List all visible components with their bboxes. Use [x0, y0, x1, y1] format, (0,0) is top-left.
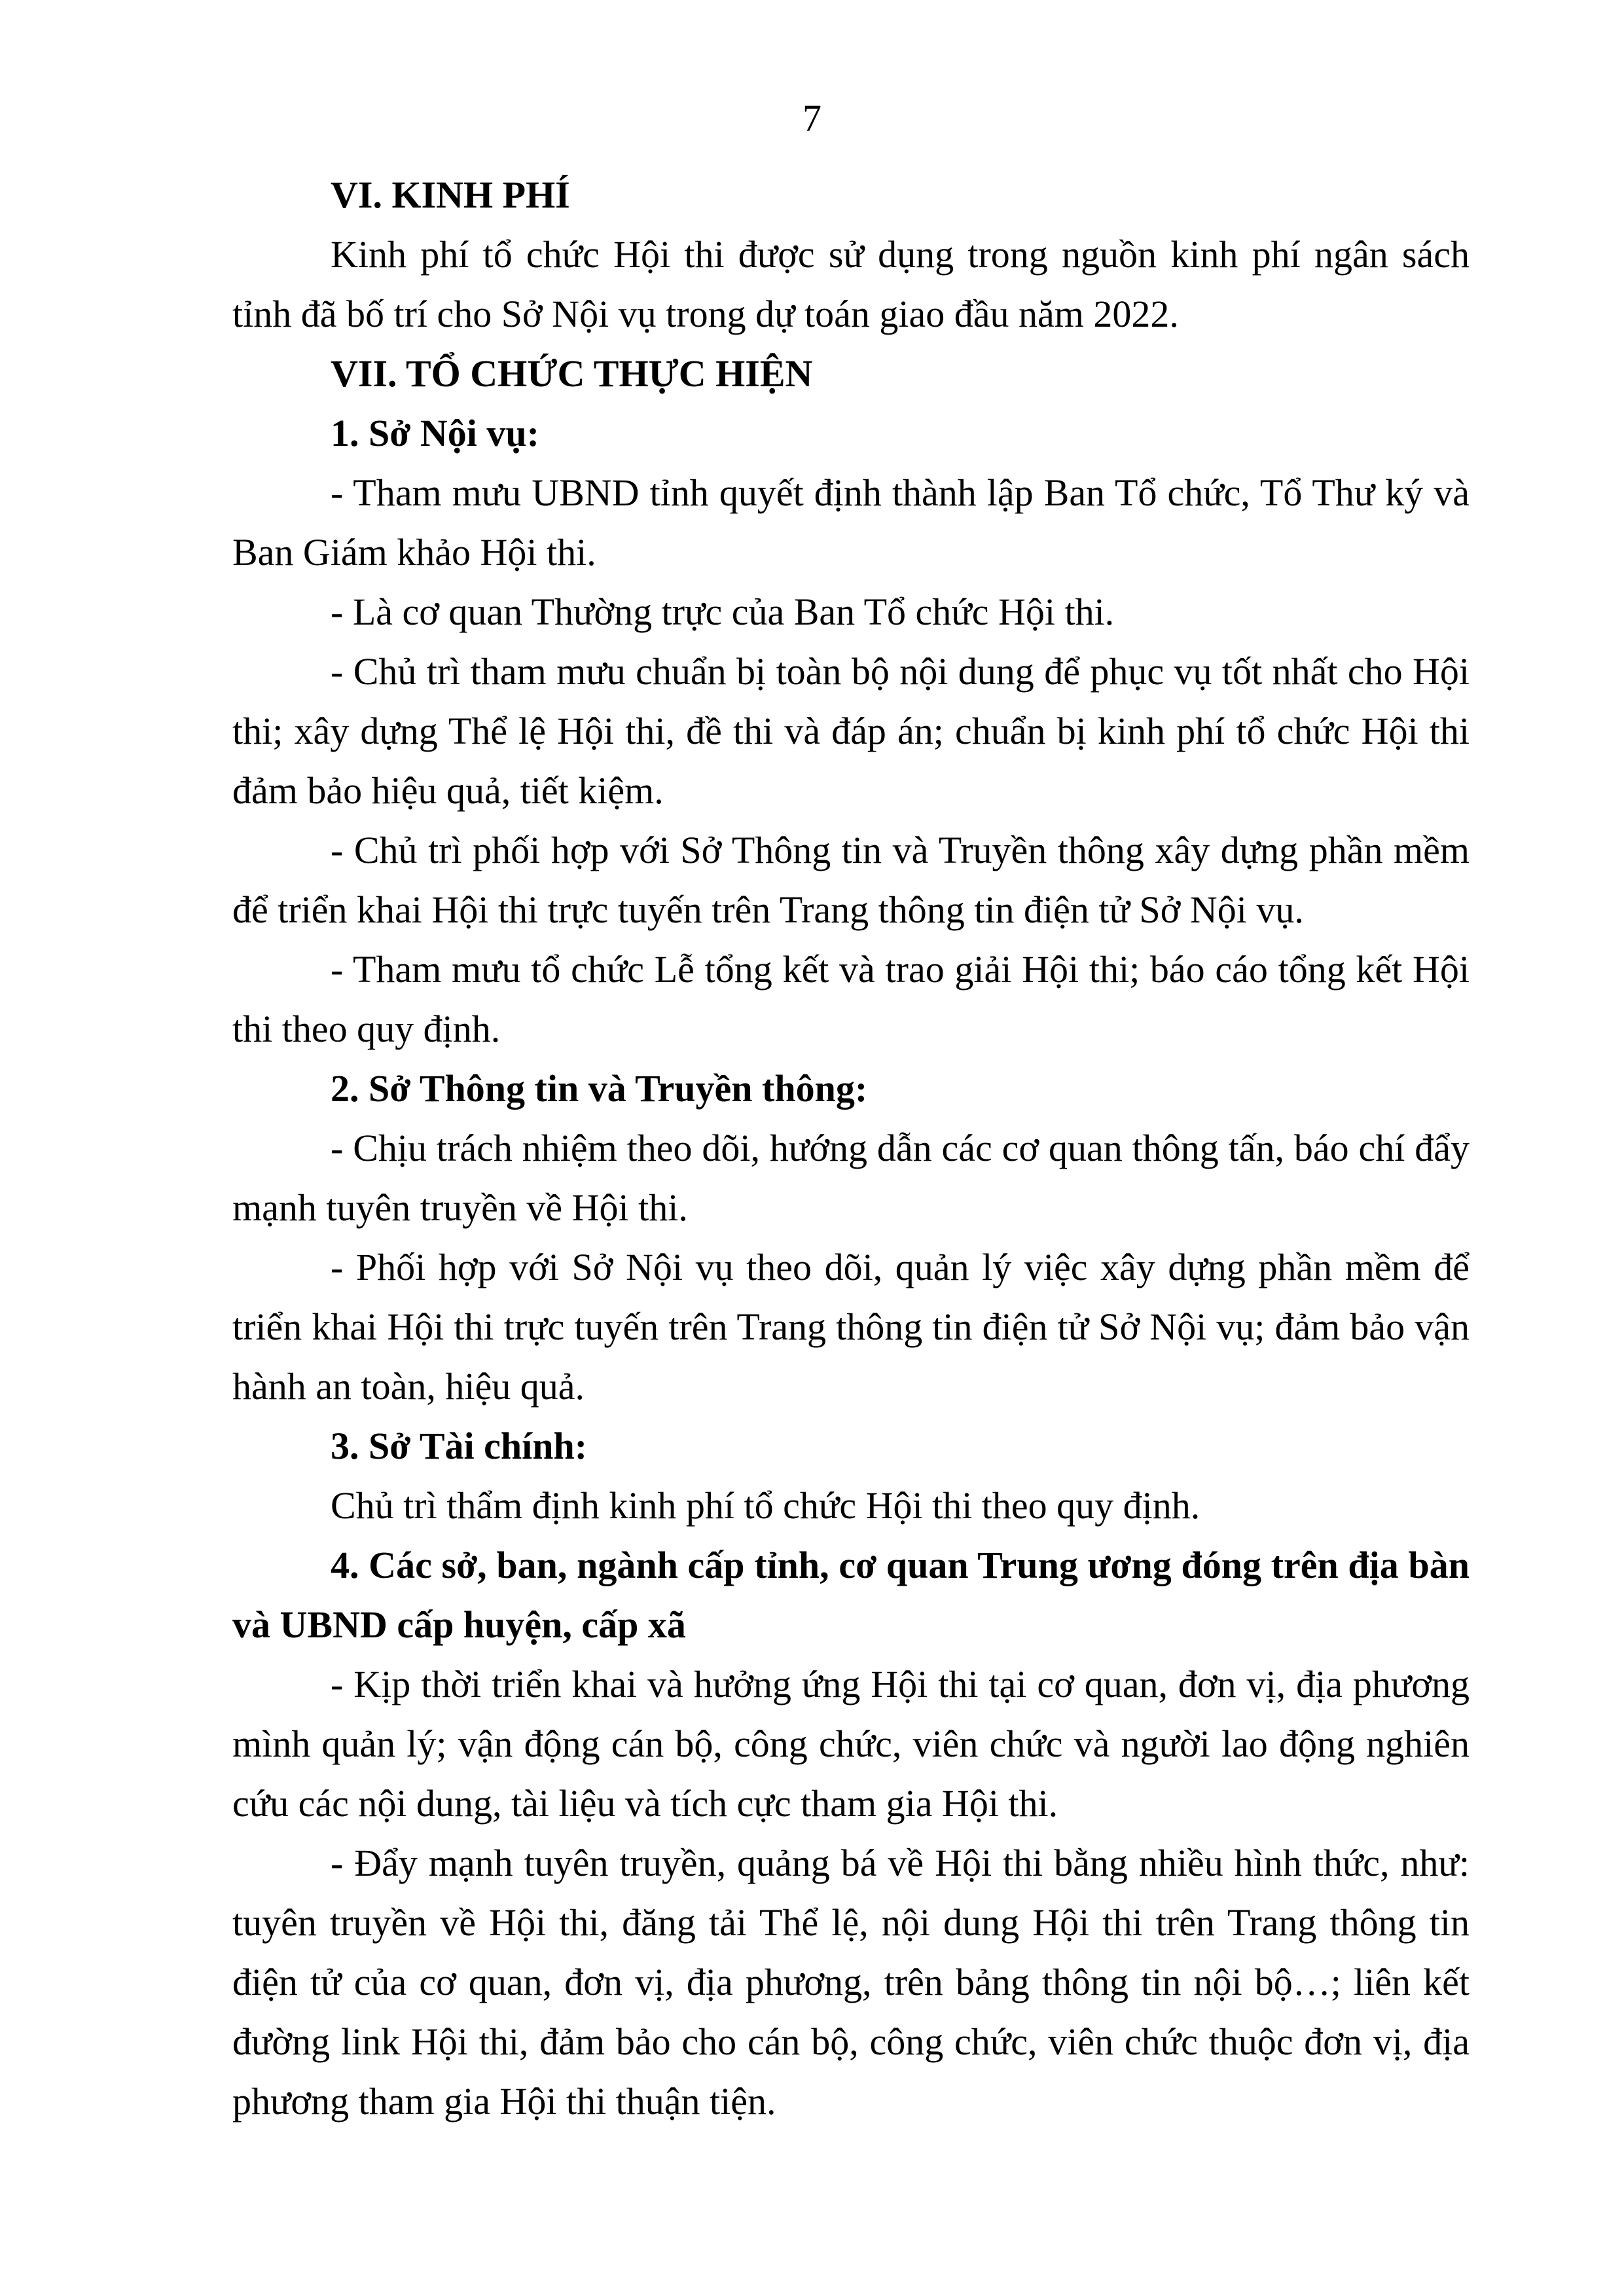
paragraph-kip-thoi-trien-khai: - Kịp thời triển khai và hưởng ứng Hội thi tại cơ quan, đơn vị, địa phương mình quản lý; vận động cán bộ, công chức, viên chức và người lao động nghiên cứu các nội dung, tài liệu và tích cực tham gia Hội thi. [232, 1663, 1470, 1825]
document-body [232, 165, 1470, 2131]
paragraph-tham-muu-ubnd: - Tham mưu UBND tỉnh quyết định thành lập Ban Tổ chức, Tổ Thư ký và Ban Giám khảo Hội thi. [232, 471, 1470, 574]
paragraph-kinh-phi: Kinh phí tổ chức Hội thi được sử dụng trong nguồn kinh phí ngân sách tỉnh đã bố trí cho Sở Nội vụ trong dự toán giao đầu năm 2022. [232, 233, 1470, 335]
subsection-heading-cac-so-ban-nganh: 4. Các sở, ban, ngành cấp tỉnh, cơ quan Trung ương đóng trên địa bàn và UBND cấp huyện, cấp xã [232, 1544, 1470, 1646]
paragraph-day-manh-tuyen-truyen: - Đẩy mạnh tuyên truyền, quảng bá về Hội thi bằng nhiều hình thức, như: tuyên truyền về Hội thi, đăng tải Thể lệ, nội dung Hội thi trên Trang thông tin điện tử của cơ quan, đơn vị, địa phương, trên bảng thông tin nội bộ…; liên kết đường link Hội thi, đảm bảo cho cán bộ, công chức, viên chức thuộc đơn vị, địa phương tham gia Hội thi thuận tiện. [232, 1842, 1470, 2123]
subsection-heading-so-noi-vu: 1. Sở Nội vụ: [331, 412, 539, 454]
paragraph-la-co-quan: - Là cơ quan Thường trực của Ban Tổ chức Hội thi. [331, 591, 1115, 633]
paragraph-chu-tri-phoi-hop: - Chủ trì phối hợp với Sở Thông tin và Truyền thông xây dựng phần mềm để triển khai Hội thi trực tuyến trên Trang thông tin điện tử Sở Nội vụ. [232, 829, 1470, 931]
subsection-heading-so-tai-chinh: 3. Sở Tài chính: [331, 1425, 588, 1467]
section-heading-vi-kinh-phi: VI. KINH PHÍ [331, 173, 570, 216]
paragraph-tham-muu-to-chuc-le: - Tham mưu tổ chức Lễ tổng kết và trao giải Hội thi; báo cáo tổng kết Hội thi theo quy định. [232, 948, 1470, 1050]
page-number: 7 [803, 97, 821, 139]
paragraph-phoi-hop-voi-so-noi-vu: - Phối hợp với Sở Nội vụ theo dõi, quản lý việc xây dựng phần mềm để triển khai Hội thi trực tuyến trên Trang thông tin điện tử Sở Nội vụ; đảm bảo vận hành an toàn, hiệu quả. [232, 1246, 1470, 1408]
subsection-heading-so-thong-tin: 2. Sở Thông tin và Truyền thông: [331, 1067, 868, 1110]
paragraph-chu-tri-tham-muu: - Chủ trì tham mưu chuẩn bị toàn bộ nội dung để phục vụ tốt nhất cho Hội thi; xây dựng Thể lệ Hội thi, đề thi và đáp án; chuẩn bị kinh phí tổ chức Hội thi đảm bảo hiệu quả, tiết kiệm. [232, 650, 1470, 812]
section-heading-vii-to-chuc: VII. TỔ CHỨC THỰC HIỆN [331, 352, 813, 395]
paragraph-chiu-trach-nhiem: - Chịu trách nhiệm theo dõi, hướng dẫn các cơ quan thông tấn, báo chí đẩy mạnh tuyên truyền về Hội thi. [232, 1127, 1470, 1229]
paragraph-chu-tri-tham-dinh: Chủ trì thẩm định kinh phí tổ chức Hội thi theo quy định. [331, 1484, 1200, 1527]
